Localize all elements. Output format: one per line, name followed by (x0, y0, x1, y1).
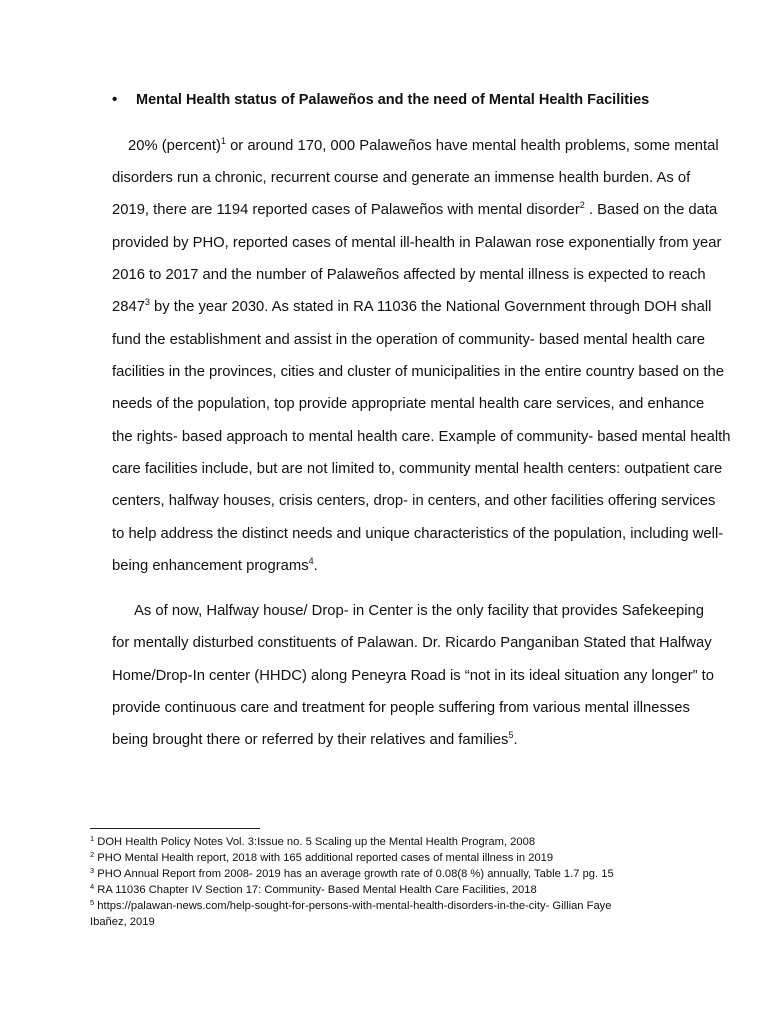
text-line: care facilities include, but are not limited to, community mental health centers: outpatient care (112, 461, 723, 477)
footnote-separator (90, 828, 260, 829)
heading-text: Mental Health status of Palaweños and the need of Mental Health Facilities (136, 92, 650, 108)
footnote-3: $^3$ PHO Annual Report from 2008- 2019 has an average growth rate of 0.08(8 %) annually, Table 1.7 pg. 15 (90, 866, 614, 880)
text-line: needs of the population, top provide appropriate mental health care services, and enhance (112, 396, 705, 412)
text-line: disorders run a chronic, recurrent course and generate an immense health burden. As of (112, 170, 691, 186)
text-line: provided by PHO, reported cases of mental ill-health in Palawan rose exponentially from year (112, 235, 722, 251)
footnote-ref[interactable]: 3 (144, 297, 150, 307)
footnote-4: $^4$ RA 11036 Chapter IV Section 17: Community- Based Mental Health Care Facilities, 2018 (90, 882, 537, 896)
text-line: provide continuous care and treatment for people suffering from various mental illnesses (112, 700, 690, 716)
text-line: Home/Drop-In center (HHDC) along Peneyra Road is “not in its ideal situation any longer” to (112, 668, 715, 684)
text-line: to help address the distinct needs and unique characteristics of the population, including well- (112, 526, 724, 542)
footnote-5[interactable]: $^5$ https://palawan-news.com/help-sought-for-persons-with-mental-health-disorders-in-the-city- Gillian Faye (90, 898, 612, 912)
text-line: being brought there or referred by their relatives and families$^5$. (112, 730, 518, 748)
text-line: facilities in the provinces, cities and cluster of municipalities in the entire country based on the (112, 364, 724, 380)
footnote-ref[interactable]: 5 (508, 730, 514, 740)
text-line: As of now, Halfway house/ Drop- in Center is the only facility that provides Safekeeping (134, 603, 704, 619)
bullet-icon: • (112, 91, 118, 108)
footnote-2: $^2$ PHO Mental Health report, 2018 with 165 additional reported cases of mental illness in 2019 (90, 850, 554, 864)
footnote-5-continued: Ibañez, 2019 (90, 916, 155, 928)
text-line: fund the establishment and assist in the operation of community- based mental health care (112, 332, 706, 348)
footnote-1: $^1$ DOH Health Policy Notes Vol. 3:Issue no. 5 Scaling up the Mental Health Program, 2008 (90, 834, 536, 848)
footnote-ref[interactable]: 4 (308, 556, 314, 566)
text-line: the rights- based approach to mental health care. Example of community- based mental health (112, 429, 731, 445)
text-line: being enhancement programs$^4$. (112, 556, 318, 574)
text-line: 2847$^3$ by the year 2030. As stated in RA 11036 the National Government through DOH shall (112, 297, 712, 315)
text-line: 2019, there are 1194 reported cases of Palaweños with mental disorder$^2$ . Based on the data (112, 200, 718, 218)
footnote-ref[interactable]: 1 (220, 136, 226, 146)
text-line: centers, halfway houses, crisis centers, drop- in centers, and other facilities offering services (112, 493, 716, 509)
footnote-ref[interactable]: 2 (579, 200, 585, 210)
text-line: 2016 to 2017 and the number of Palaweños affected by mental illness is expected to reach (112, 267, 706, 283)
text-line: 20% (percent)$^1$ or around 170, 000 Palaweños have mental health problems, some mental (128, 136, 719, 154)
text-line: for mentally disturbed constituents of Palawan. Dr. Ricardo Panganiban Stated that Halfway (112, 635, 712, 651)
